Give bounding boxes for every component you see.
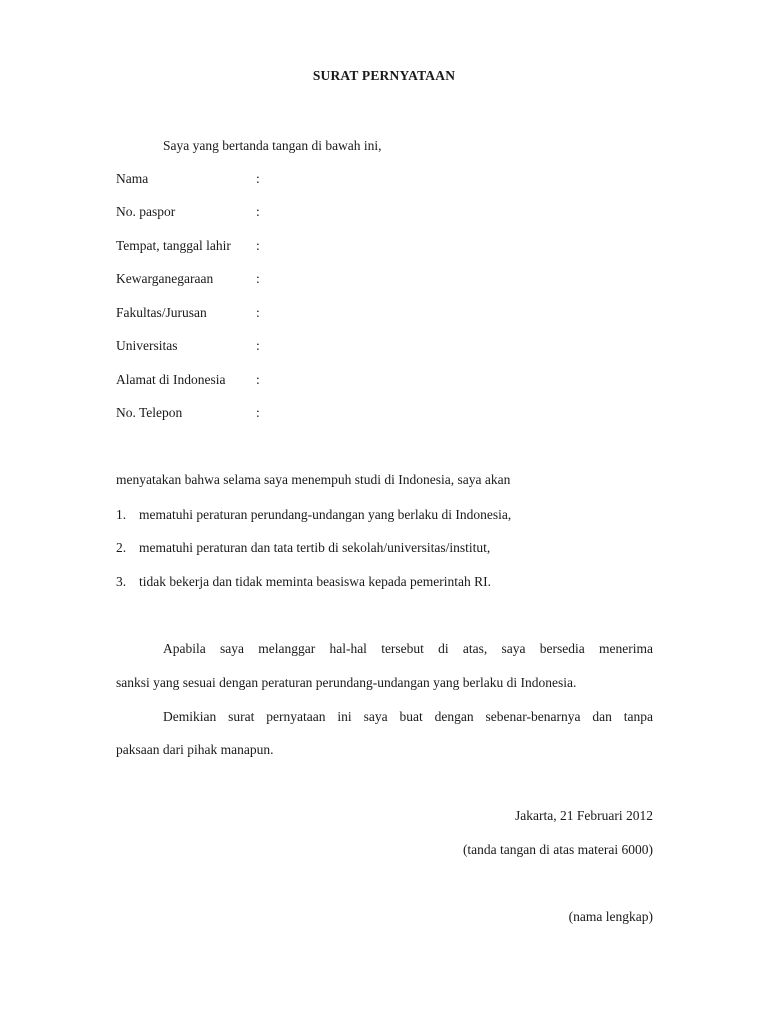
opening-line: Saya yang bertanda tangan di bawah ini,	[163, 138, 382, 153]
field-colon: :	[256, 238, 260, 253]
field-label-tempat-tanggal-lahir: Tempat, tanggal lahir	[116, 238, 231, 253]
field-label-telepon: No. Telepon	[116, 405, 183, 420]
document-title: SURAT PERNYATAAN	[312, 68, 456, 83]
field-colon: :	[256, 271, 260, 286]
field-colon: :	[256, 171, 260, 186]
list-number: 1.	[116, 507, 127, 522]
field-colon: :	[256, 372, 260, 387]
field-colon: :	[256, 338, 260, 353]
field-colon: :	[256, 305, 260, 320]
field-colon: :	[256, 204, 260, 219]
field-label-universitas: Universitas	[116, 338, 178, 353]
full-name-note: (nama lengkap)	[568, 909, 653, 924]
list-number: 2.	[116, 540, 127, 555]
field-label-nama: Nama	[116, 171, 149, 186]
list-item: tidak bekerja dan tidak meminta beasiswa kepada pemerintah RI.	[139, 574, 491, 589]
sanction-paragraph-line-1: Apabila saya melanggar hal-hal tersebut di atas, saya bersedia menerima	[163, 641, 653, 656]
statement-intro: menyatakan bahwa selama saya menempuh studi di Indonesia, saya akan	[116, 472, 511, 487]
field-label-kewarganegaraan: Kewarganegaraan	[116, 271, 214, 286]
field-label-alamat: Alamat di Indonesia	[116, 372, 226, 387]
field-colon: :	[256, 405, 260, 420]
signature-note: (tanda tangan di atas materai 6000)	[462, 842, 653, 857]
list-item: mematuhi peraturan perundang-undangan yang berlaku di Indonesia,	[139, 507, 512, 522]
closing-paragraph-line-2: paksaan dari pihak manapun.	[116, 742, 274, 757]
field-label-fakultas-jurusan: Fakultas/Jurusan	[116, 305, 207, 320]
field-label-paspor: No. paspor	[116, 204, 176, 219]
list-item: mematuhi peraturan dan tata tertib di sekolah/universitas/institut,	[139, 540, 491, 555]
list-number: 3.	[116, 574, 127, 589]
sanction-paragraph-line-2: sanksi yang sesuai dengan peraturan perundang-undangan yang berlaku di Indonesia.	[116, 675, 577, 690]
place-date: Jakarta, 21 Februari 2012	[515, 808, 653, 823]
closing-paragraph-line-1: Demikian surat pernyataan ini saya buat dengan sebenar-benarnya dan tanpa	[163, 709, 653, 724]
